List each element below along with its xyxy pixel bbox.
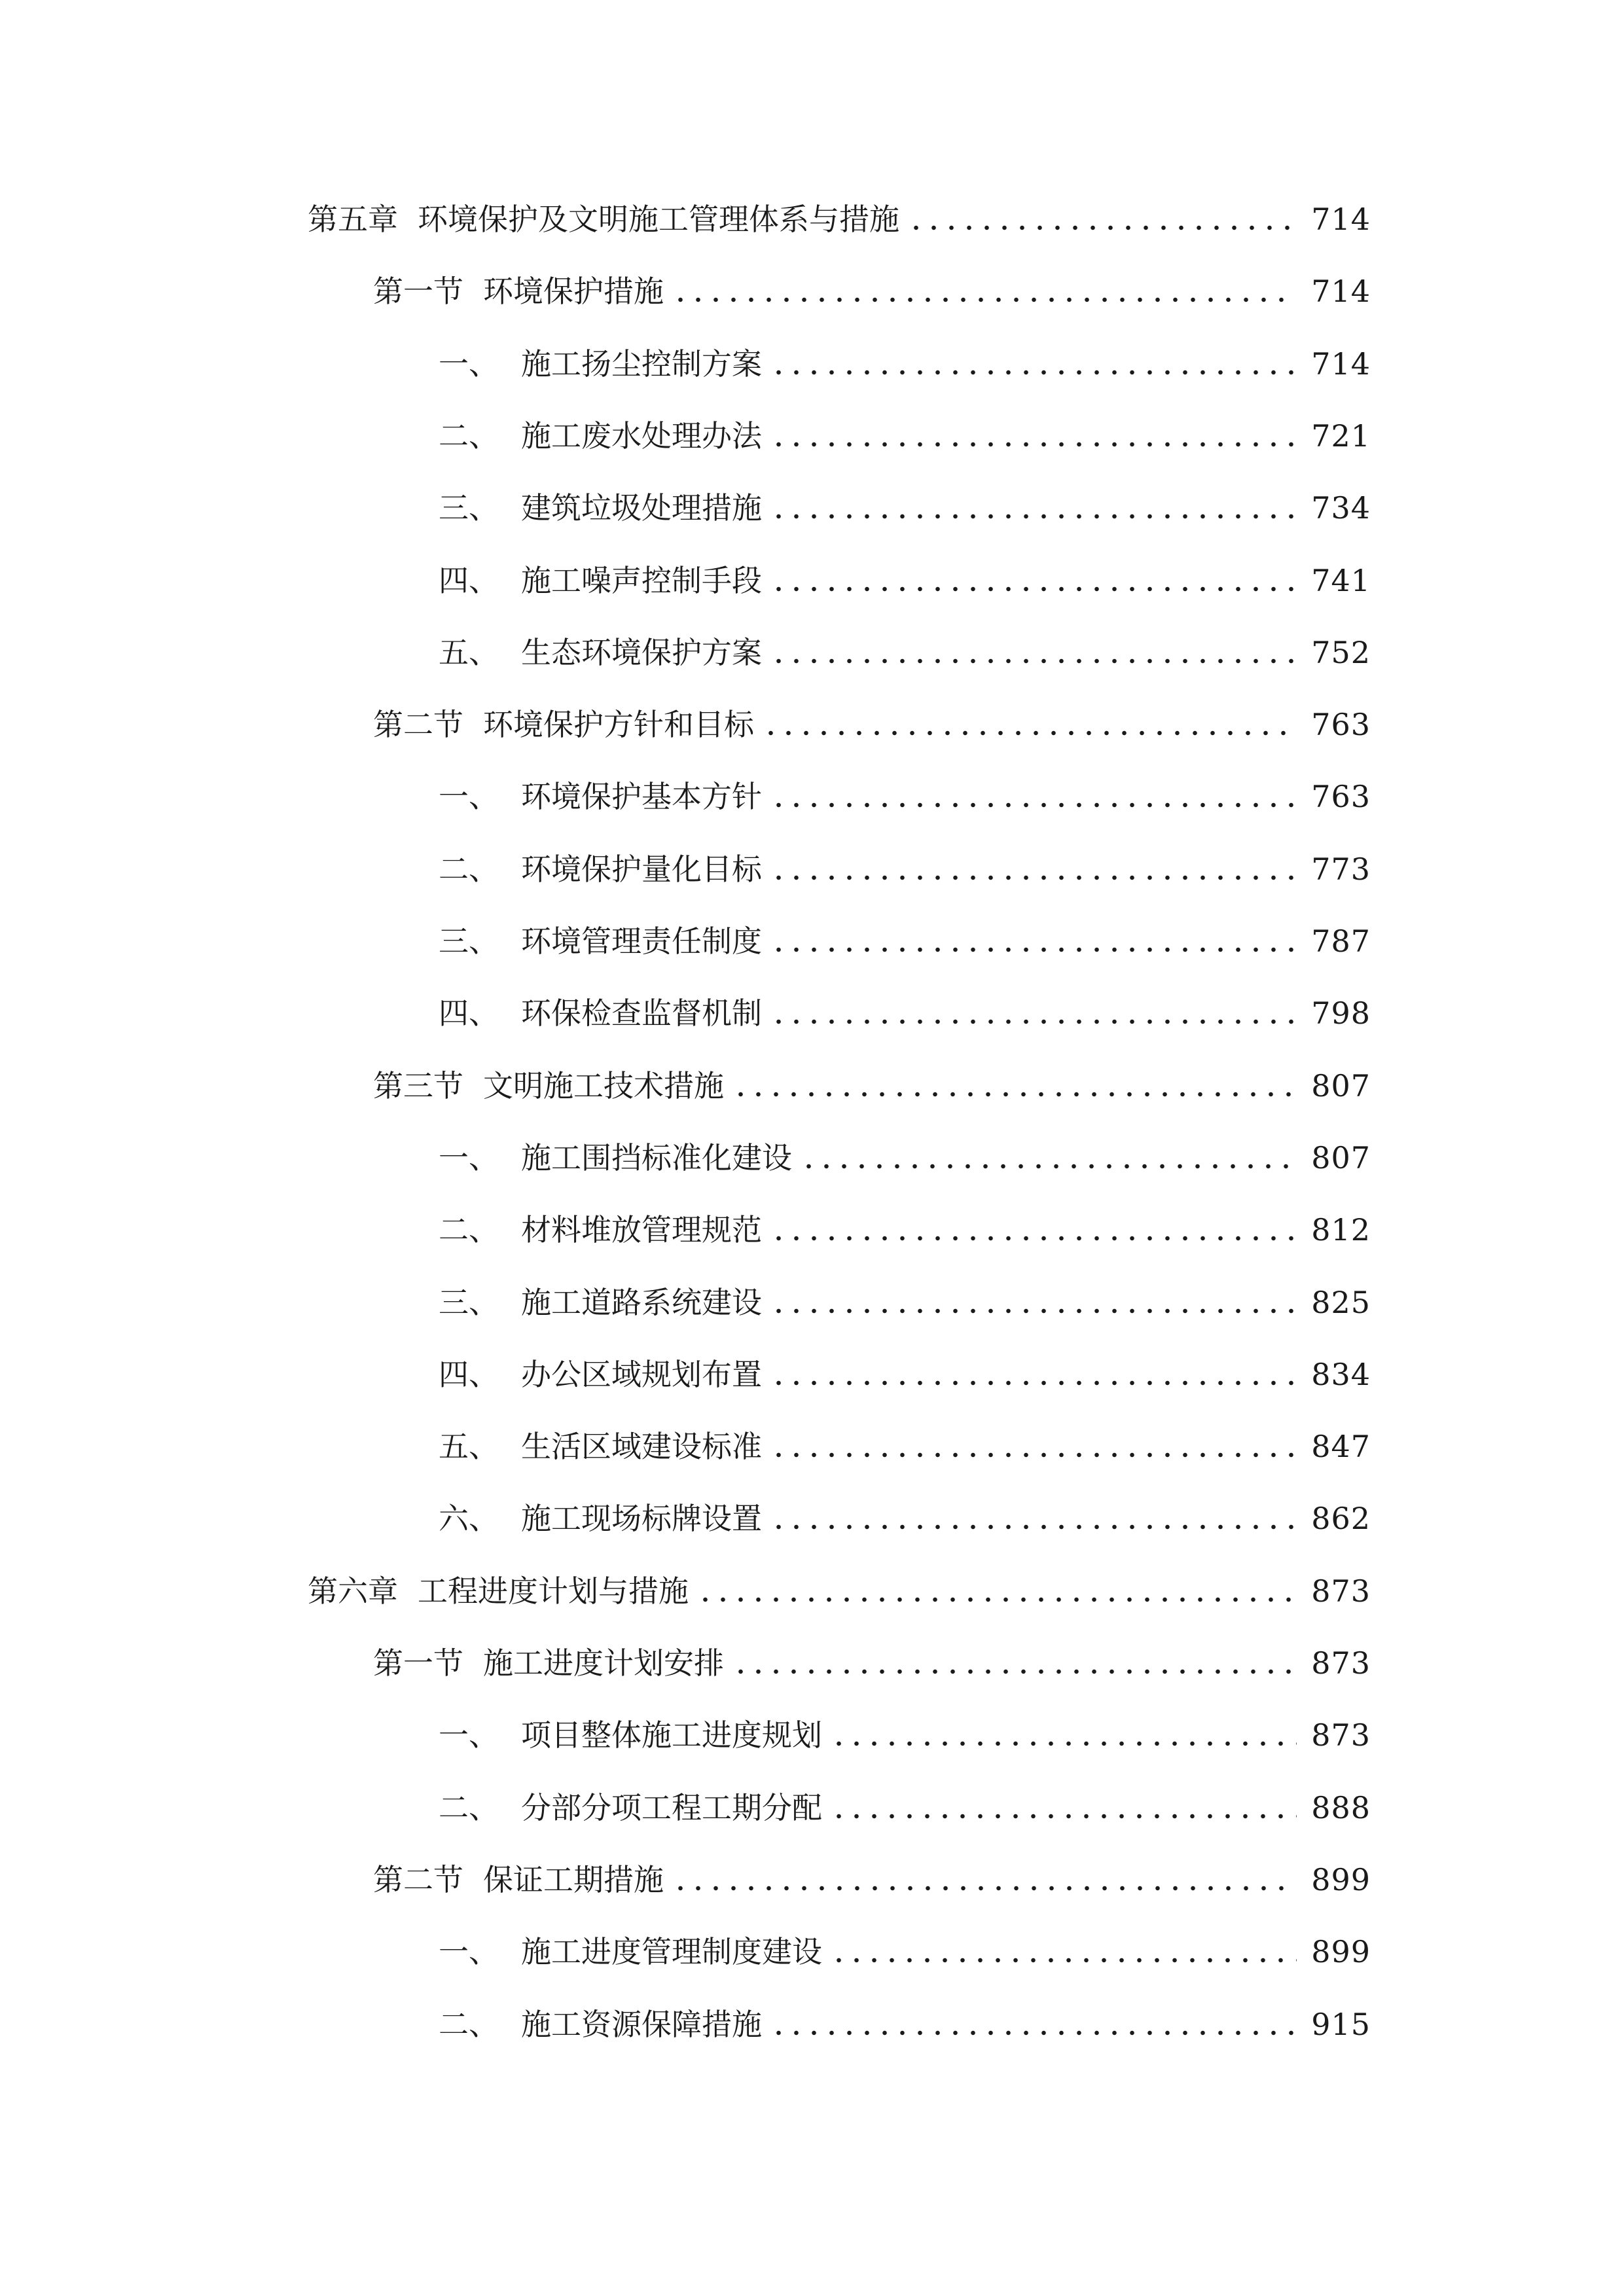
toc-entry-number: 一、 [439, 1934, 499, 1969]
toc-entry[interactable] [439, 1922, 1371, 1981]
toc-entry[interactable] [439, 551, 1371, 610]
toc-dot-leader [830, 1741, 1297, 1746]
toc-entry-title: 环境管理责任制度 [521, 924, 762, 959]
toc-dot-leader [770, 514, 1297, 519]
toc-entry-page-number: 773 [1311, 852, 1371, 887]
toc-entry[interactable] [439, 1778, 1371, 1837]
toc-entry-title: 环境保护量化目标 [521, 852, 762, 887]
toc-entry-page-number: 763 [1311, 779, 1371, 814]
toc-entry-title: 施工现场标牌设置 [521, 1501, 762, 1536]
toc-entry[interactable] [439, 1273, 1371, 1332]
toc-entry-number: 二、 [439, 1212, 499, 1247]
toc-entry[interactable] [439, 984, 1371, 1043]
toc-entry[interactable] [439, 406, 1371, 465]
toc-entry-title: 保证工期措施 [483, 1862, 664, 1897]
toc-dot-leader [830, 1958, 1297, 1963]
toc-entry-title: 施工资源保障措施 [521, 2007, 762, 2042]
toc-entry-page-number: 807 [1311, 1068, 1371, 1103]
toc-entry-number: 四、 [439, 563, 499, 598]
toc-entry-title: 施工道路系统建设 [521, 1285, 762, 1320]
toc-entry-number: 一、 [439, 1140, 499, 1175]
toc-dot-leader [770, 1524, 1297, 1530]
toc-entry-title: 环保检查监督机制 [521, 996, 762, 1031]
toc-entry-number: 五、 [439, 635, 499, 670]
toc-entry-title: 分部分项工程工期分配 [521, 1790, 822, 1825]
toc-entry-page-number: 825 [1311, 1285, 1371, 1320]
toc-entry-title: 生活区域建设标准 [521, 1429, 762, 1464]
toc-entry[interactable] [308, 1562, 1371, 1621]
toc-dot-leader [770, 947, 1297, 952]
toc-entry-page-number: 862 [1311, 1501, 1371, 1536]
toc-entry-number: 三、 [439, 490, 499, 526]
toc-dot-leader [830, 1814, 1297, 1819]
toc-entry-number: 第一节 [373, 1645, 463, 1681]
toc-dot-leader [770, 2030, 1297, 2036]
toc-entry-page-number: 741 [1311, 563, 1371, 598]
toc-entry-page-number: 714 [1311, 274, 1371, 309]
toc-dot-leader [672, 1886, 1297, 1891]
toc-entry-number: 六、 [439, 1501, 499, 1536]
toc-entry-title: 施工废水处理办法 [521, 418, 762, 454]
toc-entry-number: 二、 [439, 852, 499, 887]
toc-entry-title: 项目整体施工进度规划 [521, 1717, 822, 1753]
toc-entry-number: 第五章 [308, 202, 398, 237]
toc-entry-number: 四、 [439, 1357, 499, 1392]
toc-entry-page-number: 888 [1311, 1790, 1371, 1825]
toc-entry-title: 环境保护基本方针 [521, 779, 762, 814]
toc-entry-number: 二、 [439, 2007, 499, 2042]
toc-entry[interactable] [439, 1128, 1371, 1187]
toc-entry[interactable] [439, 912, 1371, 971]
toc-entry-number: 一、 [439, 346, 499, 382]
toc-entry-number: 三、 [439, 924, 499, 959]
toc-entry-number: 一、 [439, 779, 499, 814]
toc-dot-leader [770, 1236, 1297, 1241]
toc-entry-number: 二、 [439, 418, 499, 454]
toc-entry-title: 施工进度管理制度建设 [521, 1934, 822, 1969]
toc-dot-leader [770, 1452, 1297, 1458]
toc-entry-number: 第三节 [373, 1068, 463, 1103]
toc-entry-page-number: 807 [1311, 1140, 1371, 1175]
toc-entry-page-number: 798 [1311, 996, 1371, 1031]
toc-dot-leader [762, 730, 1297, 736]
toc-entry-number: 四、 [439, 996, 499, 1031]
toc-dot-leader [770, 370, 1297, 375]
toc-entry-number: 第二节 [373, 707, 463, 742]
toc-entry-title: 环境保护措施 [483, 274, 664, 309]
toc-entry-title: 工程进度计划与措施 [418, 1573, 689, 1609]
toc-dot-leader [770, 1308, 1297, 1314]
toc-entry[interactable] [308, 190, 1371, 249]
toc-dot-leader [672, 297, 1297, 302]
toc-entry[interactable] [373, 1634, 1371, 1693]
toc-entry-title: 办公区域规划布置 [521, 1357, 762, 1392]
toc-dot-leader [800, 1164, 1297, 1169]
toc-entry-title: 生态环境保护方案 [521, 635, 762, 670]
toc-entry-page-number: 899 [1311, 1934, 1371, 1969]
toc-entry-number: 二、 [439, 1790, 499, 1825]
toc-entry[interactable] [439, 334, 1371, 393]
toc-entry-title: 施工围挡标准化建设 [521, 1140, 792, 1175]
toc-entry-title: 环境保护方针和目标 [483, 707, 754, 742]
toc-dot-leader [732, 1669, 1297, 1674]
toc-entry-page-number: 763 [1311, 707, 1371, 742]
toc-dot-leader [696, 1597, 1297, 1602]
toc-entry-number: 第二节 [373, 1862, 463, 1897]
toc-dot-leader [770, 658, 1297, 664]
toc-entry[interactable] [439, 1200, 1371, 1259]
toc-entry-number: 一、 [439, 1717, 499, 1753]
toc-entry[interactable] [439, 1995, 1371, 2054]
toc-entry-page-number: 873 [1311, 1573, 1371, 1609]
toc-dot-leader [732, 1092, 1297, 1097]
toc-entry-page-number: 834 [1311, 1357, 1371, 1392]
toc-dot-leader [770, 442, 1297, 447]
toc-entry-title: 环境保护及文明施工管理体系与措施 [418, 202, 899, 237]
toc-entry[interactable] [373, 1850, 1371, 1909]
toc-entry-page-number: 752 [1311, 635, 1371, 670]
toc-dot-leader [770, 1380, 1297, 1386]
toc-entry[interactable] [439, 767, 1371, 826]
toc-entry-title: 施工扬尘控制方案 [521, 346, 762, 382]
toc-dot-leader [770, 875, 1297, 880]
toc-entry-number: 三、 [439, 1285, 499, 1320]
toc-entry-page-number: 915 [1311, 2007, 1371, 2042]
toc-dot-leader [770, 586, 1297, 592]
toc-entry-title: 施工噪声控制手段 [521, 563, 762, 598]
toc-entry-page-number: 812 [1311, 1212, 1371, 1247]
toc-entry-page-number: 734 [1311, 490, 1371, 526]
toc-dot-leader [770, 1019, 1297, 1024]
toc-entry-page-number: 873 [1311, 1645, 1371, 1681]
toc-entry[interactable] [439, 1489, 1371, 1548]
toc-entry[interactable] [439, 1706, 1371, 1765]
toc-dot-leader [770, 802, 1297, 808]
toc-entry[interactable] [439, 478, 1371, 537]
toc-entry[interactable] [439, 1345, 1371, 1404]
toc-entry-number: 第一节 [373, 274, 463, 309]
toc-entry-title: 建筑垃圾处理措施 [521, 490, 762, 526]
toc-entry-page-number: 873 [1311, 1717, 1371, 1753]
toc-entry-number: 第六章 [308, 1573, 398, 1609]
toc-entry-page-number: 899 [1311, 1862, 1371, 1897]
toc-entry[interactable] [373, 695, 1371, 754]
toc-entry-page-number: 714 [1311, 202, 1371, 237]
toc-entry[interactable] [439, 1417, 1371, 1476]
toc-entry-page-number: 721 [1311, 418, 1371, 454]
toc-entry[interactable] [439, 840, 1371, 899]
toc-entry-page-number: 714 [1311, 346, 1371, 382]
toc-dot-leader [907, 225, 1297, 230]
toc-entry[interactable] [373, 262, 1371, 321]
toc-entry-title: 文明施工技术措施 [483, 1068, 724, 1103]
toc-entry[interactable] [373, 1056, 1371, 1115]
toc-entry-title: 材料堆放管理规范 [521, 1212, 762, 1247]
toc-entry[interactable] [439, 623, 1371, 682]
toc-entry-page-number: 787 [1311, 924, 1371, 959]
toc-entry-title: 施工进度计划安排 [483, 1645, 724, 1681]
toc-entry-number: 五、 [439, 1429, 499, 1464]
toc-entry-page-number: 847 [1311, 1429, 1371, 1464]
